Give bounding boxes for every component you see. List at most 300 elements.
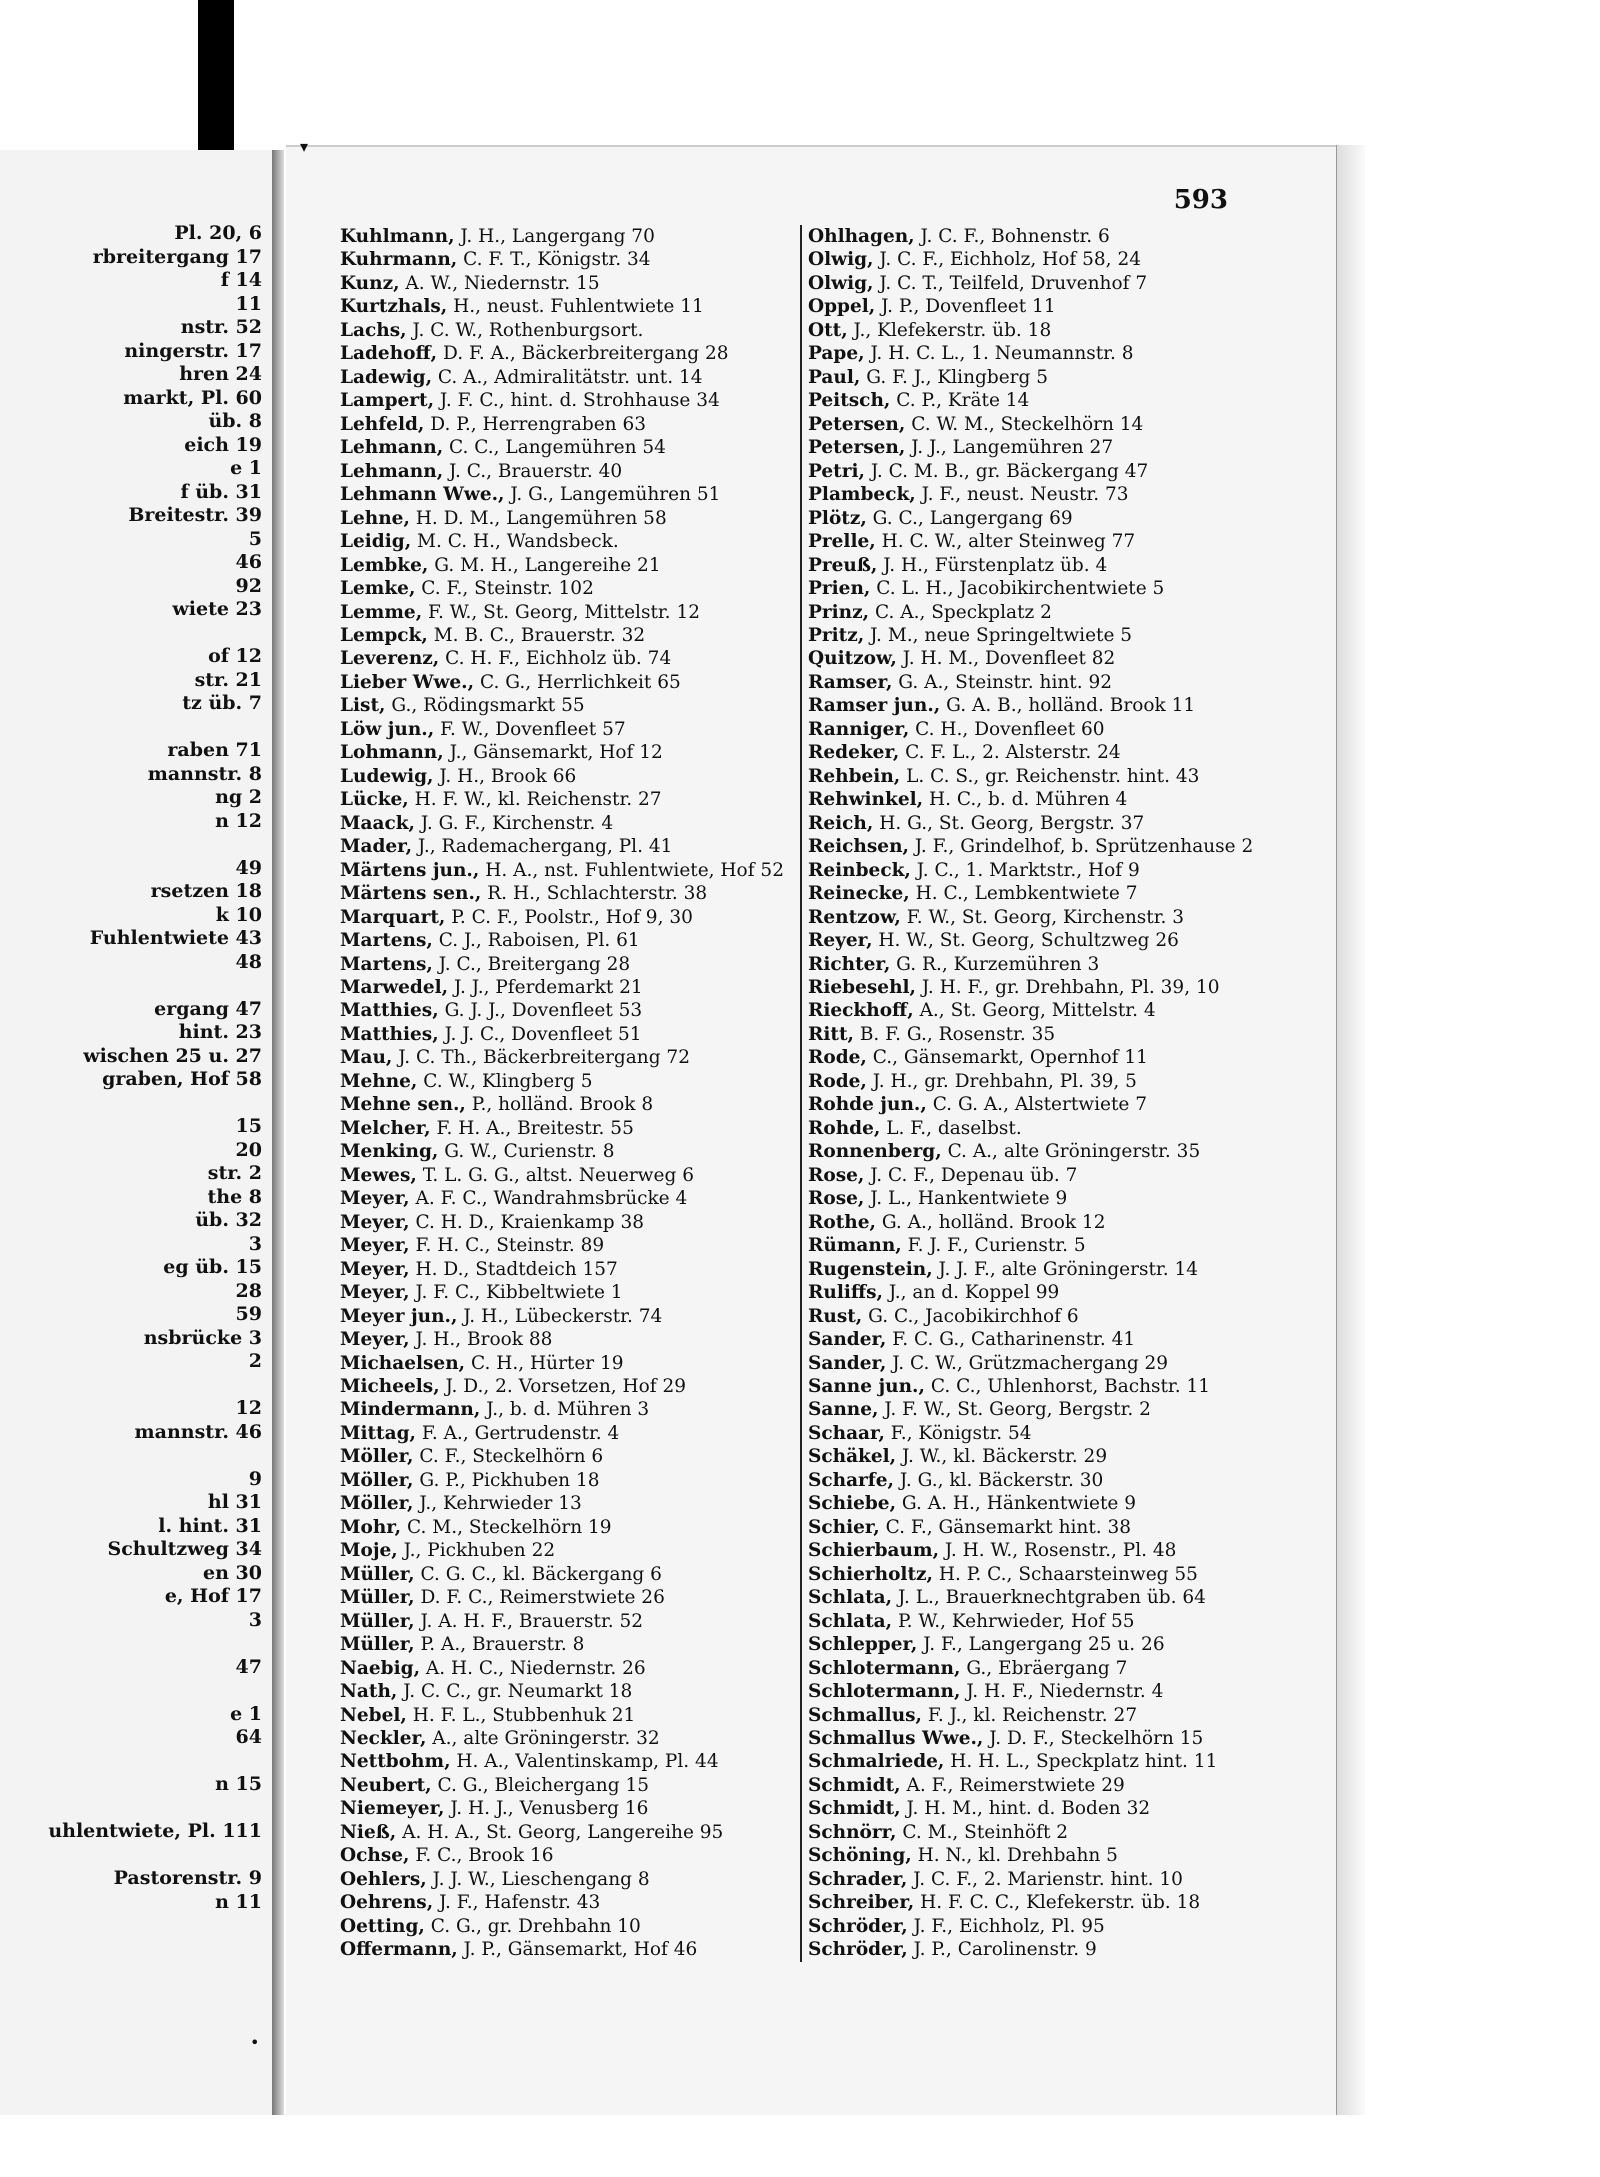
left-page-text-column (0, 222, 262, 1914)
entry-surname: Rose, (808, 1164, 865, 1186)
entry-details: C. A., Admiralitätstr. unt. 14 (437, 366, 703, 388)
entry-surname: Meyer, (340, 1235, 410, 1257)
directory-entry (808, 1023, 1328, 1046)
entry-surname: Pape, (808, 343, 865, 365)
entry-surname: Petersen, (808, 437, 906, 459)
entry-details: H. D., Stadtdeich 157 (415, 1258, 618, 1280)
directory-entry (808, 1046, 1328, 1069)
entry-details: H. F. W., kl. Reichenstr. 27 (414, 789, 662, 811)
left-page-line: 28 (235, 1279, 262, 1302)
directory-entry (808, 577, 1328, 600)
directory-entry (808, 1445, 1328, 1468)
entry-details: J., an d. Koppel 99 (888, 1282, 1060, 1304)
entry-surname: Rentzow, (808, 906, 901, 928)
left-page-line: 11 (235, 292, 262, 315)
entry-details: J. P., Carolinenstr. 9 (913, 1939, 1097, 1961)
entry-surname: Lehmann Wwe., (340, 484, 505, 506)
left-page-line: 12 (235, 1397, 262, 1419)
entry-surname: List, (340, 695, 386, 717)
left-page-line: f 14 (220, 269, 262, 291)
entry-details: J. G. F., Kirchenstr. 4 (420, 812, 614, 834)
left-page-line: e 1 (230, 1702, 262, 1725)
left-page-line: 9 (248, 1467, 262, 1490)
directory-entry (340, 1797, 840, 1820)
directory-entry (808, 1328, 1328, 1351)
directory-entry (808, 1586, 1328, 1609)
directory-entry (808, 1704, 1328, 1727)
entry-details: J. F., Eichholz, Pl. 95 (913, 1915, 1105, 1937)
entry-details: C. F. T., Königstr. 34 (463, 249, 651, 271)
entry-surname: Möller, (340, 1469, 414, 1491)
entry-surname: Matthies, (340, 1023, 439, 1045)
entry-details: G. C., Langergang 69 (872, 507, 1073, 529)
entry-surname: Schlotermann, (808, 1657, 961, 1679)
directory-entry (808, 1352, 1328, 1375)
directory-entry (340, 507, 840, 530)
entry-details: A. H. C., Niedernstr. 26 (425, 1657, 646, 1679)
entry-surname: Michaelsen, (340, 1352, 466, 1374)
entry-surname: Paul, (808, 366, 861, 388)
directory-entry (808, 342, 1328, 365)
entry-surname: Mau, (340, 1047, 393, 1069)
entry-surname: Leverenz, (340, 648, 440, 670)
entry-details: F. J. F., Curienstr. 5 (907, 1235, 1086, 1257)
directory-entry (340, 1187, 840, 1210)
left-page-line: nstr. 52 (180, 316, 262, 338)
directory-entry (340, 647, 840, 670)
entry-surname: Schröder, (808, 1915, 908, 1937)
entry-details: J., Gänsemarkt, Hof 12 (449, 742, 663, 764)
directory-entry (340, 554, 840, 577)
entry-details: D. F. A., Bäckerbreitergang 28 (443, 343, 729, 365)
left-page-line (0, 1679, 262, 1703)
entry-surname: Nath, (340, 1681, 398, 1703)
entry-surname: Reinecke, (808, 883, 910, 905)
binding-shadow-strip (198, 0, 234, 160)
directory-entry (340, 976, 840, 999)
directory-entry (808, 694, 1328, 717)
entry-details: H. G., St. Georg, Bergstr. 37 (879, 812, 1145, 834)
left-page-line: f üb. 31 (180, 480, 262, 503)
left-page-line: n 12 (215, 809, 262, 832)
left-page-line: 3 (248, 1232, 262, 1255)
entry-surname: Lampert, (340, 390, 435, 412)
entry-surname: Schnörr, (808, 1821, 897, 1843)
left-page-line (0, 1797, 262, 1821)
entry-surname: Lieber Wwe., (340, 671, 475, 693)
directory-entry (340, 1070, 840, 1093)
directory-entry (808, 225, 1328, 248)
directory-entry (808, 1821, 1328, 1844)
entry-details: F. A., Gertrudenstr. 4 (421, 1422, 620, 1444)
left-page-line: markt, Pl. 60 (123, 386, 262, 409)
directory-entry (340, 1750, 840, 1773)
entry-details: A. H. A., St. Georg, Langereihe 95 (402, 1821, 724, 1843)
left-page-line: nsbrücke 3 (143, 1326, 262, 1349)
entry-details: A., St. Georg, Mittelstr. 4 (919, 1000, 1156, 1022)
entry-details: G. P., Pickhuben 18 (419, 1469, 600, 1491)
entry-details: F. W., Dovenfleet 57 (440, 718, 626, 740)
directory-entry (808, 859, 1328, 882)
left-page-line: n 15 (215, 1773, 262, 1795)
entry-surname: Schmalriede, (808, 1751, 945, 1773)
directory-entry (340, 1305, 840, 1328)
entry-surname: Oehrens, (340, 1892, 434, 1914)
entry-surname: Schreiber, (808, 1892, 915, 1914)
entry-surname: Meyer, (340, 1282, 410, 1304)
entry-details: J. L., Hankentwiete 9 (870, 1188, 1068, 1210)
entry-details: J. H., Brook 88 (415, 1329, 553, 1351)
entry-surname: Sanne, (808, 1399, 879, 1421)
entry-surname: Schmidt, (808, 1774, 901, 1796)
entry-details: J. H. M., hint. d. Boden 32 (906, 1798, 1151, 1820)
directory-entry (340, 1727, 840, 1750)
entry-surname: Ochse, (340, 1845, 410, 1867)
directory-entry (808, 248, 1328, 271)
entry-surname: Schröder, (808, 1939, 908, 1961)
directory-entry (340, 1164, 840, 1187)
directory-entry (340, 1398, 840, 1421)
entry-details: C. M., Steinhöft 2 (902, 1821, 1069, 1843)
left-page-line: Breitestr. 39 (128, 504, 262, 526)
directory-entry (340, 765, 840, 788)
entry-details: A. F., Reimerstwiete 29 (906, 1774, 1125, 1796)
entry-surname: Neubert, (340, 1774, 432, 1796)
entry-surname: Rode, (808, 1047, 867, 1069)
directory-entry (340, 788, 840, 811)
entry-details: J. F., Grindelhof, b. Sprützenhause 2 (914, 836, 1254, 858)
directory-entry (340, 1469, 840, 1492)
entry-surname: Petersen, (808, 413, 906, 435)
entry-surname: Moje, (340, 1540, 398, 1562)
entry-details: J. H., Lübeckerstr. 74 (463, 1305, 663, 1327)
entry-details: G. M. H., Langereihe 21 (434, 554, 661, 576)
entry-surname: Löw jun., (340, 718, 435, 740)
entry-surname: Märtens jun., (340, 859, 480, 881)
left-page-line (0, 1092, 262, 1116)
directory-entry (808, 1234, 1328, 1257)
entry-details: J. W., kl. Bäckerstr. 29 (902, 1446, 1108, 1468)
entry-details: T. L. G. G., altst. Neuerweg 6 (422, 1164, 694, 1186)
entry-details: C. W. M., Steckelhörn 14 (911, 413, 1144, 435)
entry-details: G. F. J., Klingberg 5 (866, 366, 1048, 388)
entry-surname: Nebel, (340, 1704, 407, 1726)
left-page-line: eg üb. 15 (163, 1256, 262, 1278)
directory-entry (340, 953, 840, 976)
directory-entry (340, 1774, 840, 1797)
entry-details: J. F., neust. Neustr. 73 (921, 484, 1129, 506)
entry-surname: Lehfeld, (340, 413, 425, 435)
entry-details: J. J. W., Lieschengang 8 (432, 1868, 650, 1890)
entry-surname: Schiebe, (808, 1493, 897, 1515)
left-page-line (0, 1444, 262, 1468)
directory-entry (808, 1539, 1328, 1562)
entry-details: J. L., Brauerknechtgraben üb. 64 (897, 1587, 1206, 1609)
entry-details: J. D., 2. Vorsetzen, Hof 29 (445, 1375, 687, 1397)
directory-entry (340, 1844, 840, 1867)
entry-details: J. G., Langemühren 51 (510, 484, 721, 506)
directory-entry (808, 718, 1328, 741)
directory-entry (808, 389, 1328, 412)
left-page-line: Pastorenstr. 9 (113, 1867, 262, 1889)
entry-surname: Nettbohm, (340, 1751, 451, 1773)
left-page-line: hren 24 (179, 363, 262, 385)
left-page-line: 92 (235, 574, 262, 597)
directory-entry (340, 483, 840, 506)
entry-surname: Meyer, (340, 1188, 410, 1210)
directory-entry (340, 601, 840, 624)
directory-entry (808, 554, 1328, 577)
directory-entry (808, 812, 1328, 835)
left-page-line: en 30 (203, 1561, 262, 1584)
entry-details: C. W., Klingberg 5 (423, 1070, 593, 1092)
left-page-line: 20 (235, 1138, 262, 1161)
entry-surname: Rose, (808, 1188, 865, 1210)
directory-entry (340, 1563, 840, 1586)
entry-surname: Redeker, (808, 742, 900, 764)
entry-surname: Petri, (808, 460, 865, 482)
entry-surname: Meyer, (340, 1211, 410, 1233)
left-page-line: wischen 25 u. 27 (83, 1044, 262, 1067)
entry-details: J., Klefekerstr. üb. 18 (853, 319, 1052, 341)
entry-surname: Lempck, (340, 624, 428, 646)
directory-entry (808, 1774, 1328, 1797)
entry-surname: Schrader, (808, 1868, 908, 1890)
entry-details: P. W., Kehrwieder, Hof 55 (897, 1610, 1135, 1632)
entry-details: J., Rademachergang, Pl. 41 (417, 836, 673, 858)
entry-details: C. G. C., kl. Bäckergang 6 (420, 1563, 662, 1585)
directory-entry (340, 694, 840, 717)
left-page-line (0, 1632, 262, 1656)
directory-entry (808, 436, 1328, 459)
directory-entry (808, 1797, 1328, 1820)
entry-surname: Rohde, (808, 1117, 881, 1139)
entry-surname: Schöning, (808, 1845, 912, 1867)
directory-entry (340, 413, 840, 436)
entry-surname: Lemke, (340, 578, 416, 600)
left-page-fragment (0, 150, 275, 2115)
entry-surname: Reinbeck, (808, 859, 911, 881)
directory-entry (340, 835, 840, 858)
entry-surname: Rieckhoff, (808, 1000, 914, 1022)
left-page-line (0, 1750, 262, 1774)
entry-details: C. G., Bleichergang 15 (437, 1774, 649, 1796)
directory-entry (340, 248, 840, 271)
entry-surname: Lohmann, (340, 742, 444, 764)
entry-surname: Ott, (808, 319, 848, 341)
left-page-line: rsetzen 18 (150, 880, 262, 902)
entry-details: J. C. W., Grützmachergang 29 (892, 1352, 1169, 1374)
entry-surname: Preuß, (808, 554, 878, 576)
directory-entry (340, 671, 840, 694)
left-page-line: 47 (235, 1655, 262, 1678)
directory-entry (340, 1117, 840, 1140)
entry-details: C. C., Uhlenhorst, Bachstr. 11 (930, 1375, 1211, 1397)
entry-surname: Marwedel, (340, 977, 449, 998)
left-page-line: tz üb. 7 (182, 692, 262, 714)
entry-details: J. J., Langemühren 27 (911, 437, 1114, 459)
directory-entry (808, 1187, 1328, 1210)
entry-surname: Kuhlmann, (340, 226, 455, 247)
directory-entry (808, 1469, 1328, 1492)
entry-details: J. C. F., Bohnenstr. 6 (920, 226, 1110, 247)
left-page-line: mannstr. 8 (147, 762, 262, 785)
entry-details: J. D. F., Steckelhörn 15 (989, 1728, 1204, 1749)
entry-details: J. A. H. F., Brauerstr. 52 (420, 1610, 644, 1632)
directory-entry (340, 1938, 840, 1961)
entry-surname: Kuhrmann, (340, 249, 458, 271)
entry-surname: Prinz, (808, 601, 870, 623)
left-page-line (0, 1374, 262, 1398)
left-page-line: hint. 23 (178, 1021, 262, 1043)
directory-entry (808, 1750, 1328, 1773)
left-page-line: Fuhlentwiete 43 (89, 927, 262, 949)
directory-entry (808, 999, 1328, 1022)
entry-surname: Meyer, (340, 1329, 410, 1351)
entry-details: G. W., Curienstr. 8 (444, 1141, 615, 1163)
entry-details: P. A., Brauerstr. 8 (420, 1634, 585, 1656)
entry-surname: Melcher, (340, 1117, 431, 1139)
entry-details: F. W., St. Georg, Kirchenstr. 3 (906, 906, 1185, 928)
entry-details: L. F., daselbst. (886, 1117, 1022, 1139)
directory-entry (808, 1070, 1328, 1093)
entry-details: F. C., Brook 16 (415, 1845, 554, 1867)
entry-surname: Müller, (340, 1634, 415, 1656)
entry-surname: Mohr, (340, 1516, 402, 1538)
directory-entry (340, 1422, 840, 1445)
directory-entry (808, 906, 1328, 929)
entry-details: F. H. C., Steinstr. 89 (415, 1235, 605, 1257)
entry-surname: Schaar, (808, 1422, 885, 1444)
entry-details: H. A., nst. Fuhlentwiete, Hof 52 (485, 859, 784, 881)
entry-surname: Schmallus Wwe., (808, 1728, 984, 1749)
directory-entry (340, 1516, 840, 1539)
entry-details: C. G. A., Alstertwiete 7 (932, 1094, 1147, 1116)
entry-details: H. D. M., Langemühren 58 (415, 507, 667, 529)
entry-details: A., alte Gröningerstr. 32 (432, 1728, 660, 1749)
directory-entry (340, 1657, 840, 1680)
entry-details: J. H. F., gr. Drehbahn, Pl. 39, 10 (921, 977, 1220, 998)
entry-surname: Kurtzhals, (340, 296, 448, 318)
directory-entry (340, 389, 840, 412)
directory-entry (808, 1516, 1328, 1539)
directory-entry (340, 460, 840, 483)
entry-details: J. H., Brook 66 (439, 765, 577, 787)
entry-details: H. C., b. d. Mühren 4 (928, 789, 1128, 811)
entry-surname: Möller, (340, 1493, 414, 1515)
directory-entry (808, 1281, 1328, 1304)
entry-details: A. F. C., Wandrahmsbrücke 4 (415, 1188, 688, 1210)
directory-entry (808, 624, 1328, 647)
entry-surname: Müller, (340, 1610, 415, 1632)
entry-details: J. C., Brauerstr. 40 (449, 460, 623, 482)
entry-details: J. H. W., Rosenstr., Pl. 48 (944, 1540, 1177, 1562)
directory-entry (340, 272, 840, 295)
directory-entry (340, 718, 840, 741)
entry-details: J. C. F., 2. Marienstr. hint. 10 (913, 1868, 1183, 1890)
entry-details: G. A. B., holländ. Brook 11 (946, 695, 1196, 717)
directory-entry (340, 1093, 840, 1116)
directory-entry (340, 319, 840, 342)
left-page-line: üb. 32 (195, 1209, 262, 1231)
directory-entry (340, 812, 840, 835)
entry-details: G. R., Kurzemühren 3 (896, 953, 1100, 975)
left-page-line: str. 21 (194, 668, 262, 691)
left-page-line: e 1 (230, 457, 262, 479)
entry-details: J. C. C., gr. Neumarkt 18 (403, 1681, 633, 1703)
entry-details: J. M., neue Springeltwiete 5 (870, 624, 1133, 646)
entry-surname: Niemeyer, (340, 1798, 445, 1820)
entry-details: H. F. L., Stubbenhuk 21 (412, 1704, 636, 1726)
entry-details: G. A. H., Hänkentwiete 9 (901, 1493, 1137, 1515)
entry-surname: Riebesehl, (808, 977, 916, 998)
entry-details: J., Kehrwieder 13 (419, 1493, 582, 1515)
left-page-line: eich 19 (184, 433, 262, 456)
directory-entry (808, 1868, 1328, 1891)
left-page-line: rbreitergang 17 (92, 245, 262, 268)
directory-entry (808, 647, 1328, 670)
entry-surname: Müller, (340, 1563, 415, 1585)
left-page-line: wiete 23 (172, 598, 262, 620)
directory-entry (340, 225, 840, 248)
entry-details: M. C. H., Wandsbeck. (417, 531, 619, 553)
left-page-line: hl 31 (207, 1491, 262, 1513)
directory-entry (340, 1915, 840, 1938)
entry-details: C. F., Steinstr. 102 (421, 578, 594, 600)
entry-surname: Mehne, (340, 1070, 418, 1092)
directory-entry (340, 1352, 840, 1375)
entry-surname: Prelle, (808, 531, 876, 553)
directory-entry (340, 1375, 840, 1398)
entry-surname: Reyer, (808, 930, 873, 952)
page-edge (1336, 145, 1365, 2120)
entry-details: C. H. F., Eichholz üb. 74 (445, 648, 672, 670)
directory-entry (808, 483, 1328, 506)
entry-surname: Offermann, (340, 1939, 458, 1961)
directory-entry (808, 413, 1328, 436)
entry-surname: Matthies, (340, 1000, 439, 1022)
entry-details: J. G., kl. Bäckerstr. 30 (899, 1469, 1104, 1491)
entry-details: J. C. W., Rothenburgsort. (412, 319, 644, 341)
directory-entry (808, 671, 1328, 694)
directory-entry (808, 1117, 1328, 1140)
entry-surname: Olwig, (808, 249, 874, 271)
entry-surname: Ronnenberg, (808, 1141, 942, 1163)
directory-entry (808, 1258, 1328, 1281)
entry-surname: Rohde jun., (808, 1094, 927, 1116)
directory-entry (808, 1633, 1328, 1656)
left-page-line: ergang 47 (154, 997, 262, 1020)
directory-entry (340, 1023, 840, 1046)
left-page-line: 5 (248, 527, 262, 550)
entry-surname: Martens, (340, 930, 433, 952)
page-number: 593 (1173, 185, 1228, 215)
entry-details: C. H., Hürter 19 (470, 1352, 624, 1374)
entry-surname: Menking, (340, 1141, 439, 1163)
entry-surname: Richter, (808, 953, 891, 975)
entry-details: C. F. L., 2. Alsterstr. 24 (905, 742, 1121, 764)
directory-entry (340, 1445, 840, 1468)
left-page-line (0, 974, 262, 998)
entry-details: B. F. G., Rosenstr. 35 (859, 1023, 1056, 1045)
entry-surname: Prien, (808, 578, 871, 600)
directory-entry (808, 1563, 1328, 1586)
directory-entry (808, 1093, 1328, 1116)
entry-surname: Ruliffs, (808, 1282, 883, 1304)
left-page-line: Schultzweg 34 (107, 1538, 262, 1560)
entry-details: F., Königstr. 54 (890, 1422, 1032, 1444)
entry-surname: Mewes, (340, 1164, 417, 1186)
